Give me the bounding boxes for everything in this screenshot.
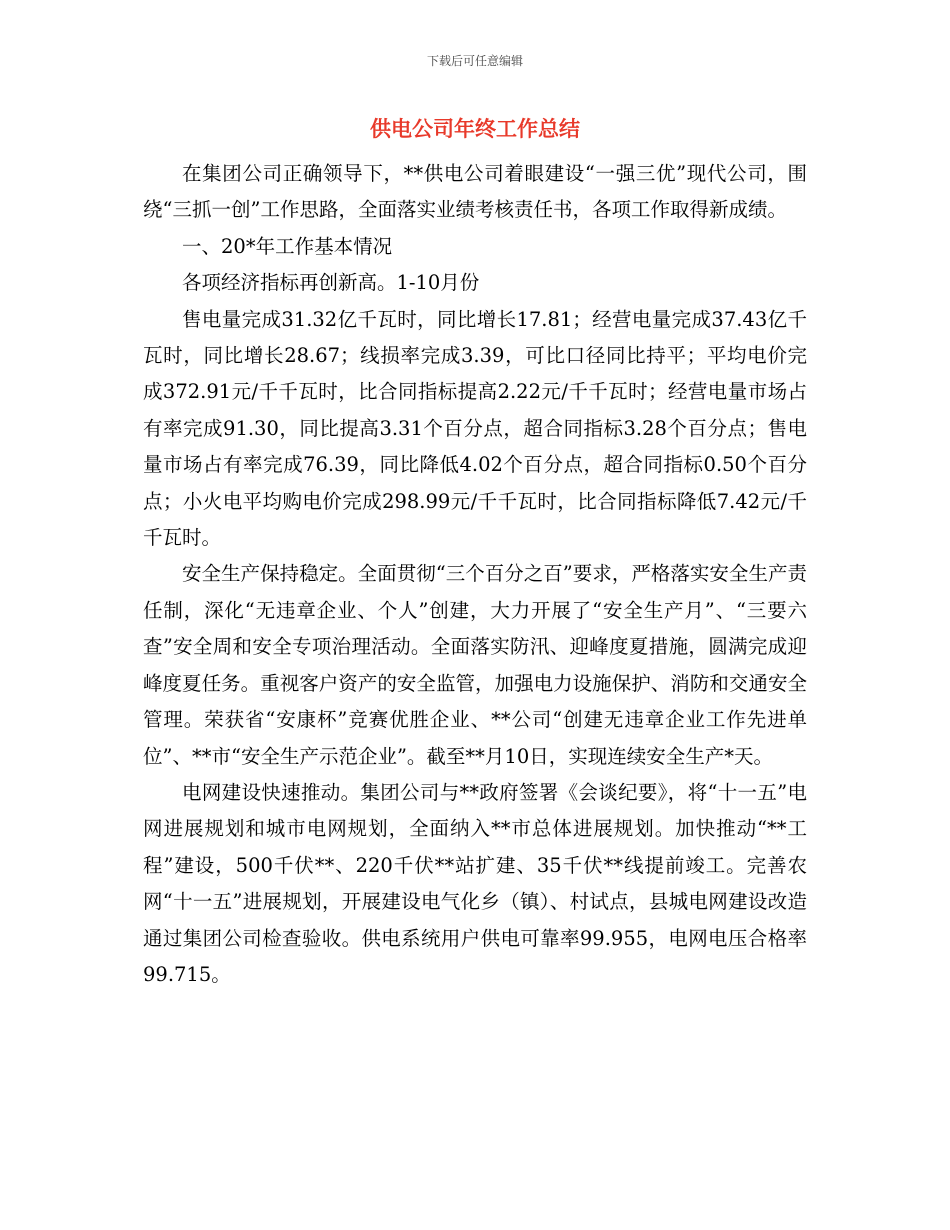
document-body: [143, 156, 807, 993]
paragraph-economic-lead: 各项经济指标再创新高。1-10月份: [182, 271, 480, 295]
paragraph-safety: 安全生产保持稳定。全面贯彻“三个百分之百”要求，严格落实安全生产责任制，深化“无违章企业、个人”创建，大力开展了“安全生产月”、“三要六查”安全周和安全专项治理活动。全面落实防汛、迎峰度夏措施，圆满完成迎峰度夏任务。重视客户资产的安全监管，加强电力设施保护、消防和交通安全管理。荣获省“安康杯”竞赛优胜企业、**公司“创建无违章企业工作先进单位”、**市“安全生产示范企业”。截至**月10日，实现连续安全生产*天。: [143, 562, 807, 768]
section-heading: 一、20*年工作基本情况: [182, 234, 393, 258]
page-header-note: 下载后可任意编辑: [426, 54, 523, 68]
document-title: 供电公司年终工作总结: [370, 117, 580, 141]
paragraph-grid-construction: 电网建设快速推动。集团公司与**政府签署《会谈纪要》，将“十一五”电网进展规划和城市电网规划，全面纳入**市总体进展规划。加快推动“**工程”建设，500千伏**、220千伏**站扩建、35千伏**线提前竣工。完善农网“十一五”进展规划，开展建设电气化乡（镇）、村试点，县城电网建设改造通过集团公司检查验收。供电系统用户供电可靠率99.955，电网电压合格率99.715。: [143, 780, 807, 986]
paragraph-intro: 在集团公司正确领导下，**供电公司着眼建设“一强三优”现代公司，围绕“三抓一创”工作思路，全面落实业绩考核责任书，各项工作取得新成绩。: [143, 162, 807, 222]
paragraph-economic-indicators: 售电量完成31.32亿千瓦时，同比增长17.81；经营电量完成37.43亿千瓦时，同比增长28.67；线损率完成3.39，可比口径同比持平；平均电价完成372.91元/千千瓦时，比合同指标提高2.22元/千千瓦时；经营电量市场占有率完成91.30，同比提高3.31个百分点，超合同指标3.28个百分点；售电量市场占有率完成76.39，同比降低4.02个百分点，超合同指标0.50个百分点；小火电平均购电价完成298.99元/千千瓦时，比合同指标降低7.42元/千千瓦时。: [143, 307, 807, 550]
